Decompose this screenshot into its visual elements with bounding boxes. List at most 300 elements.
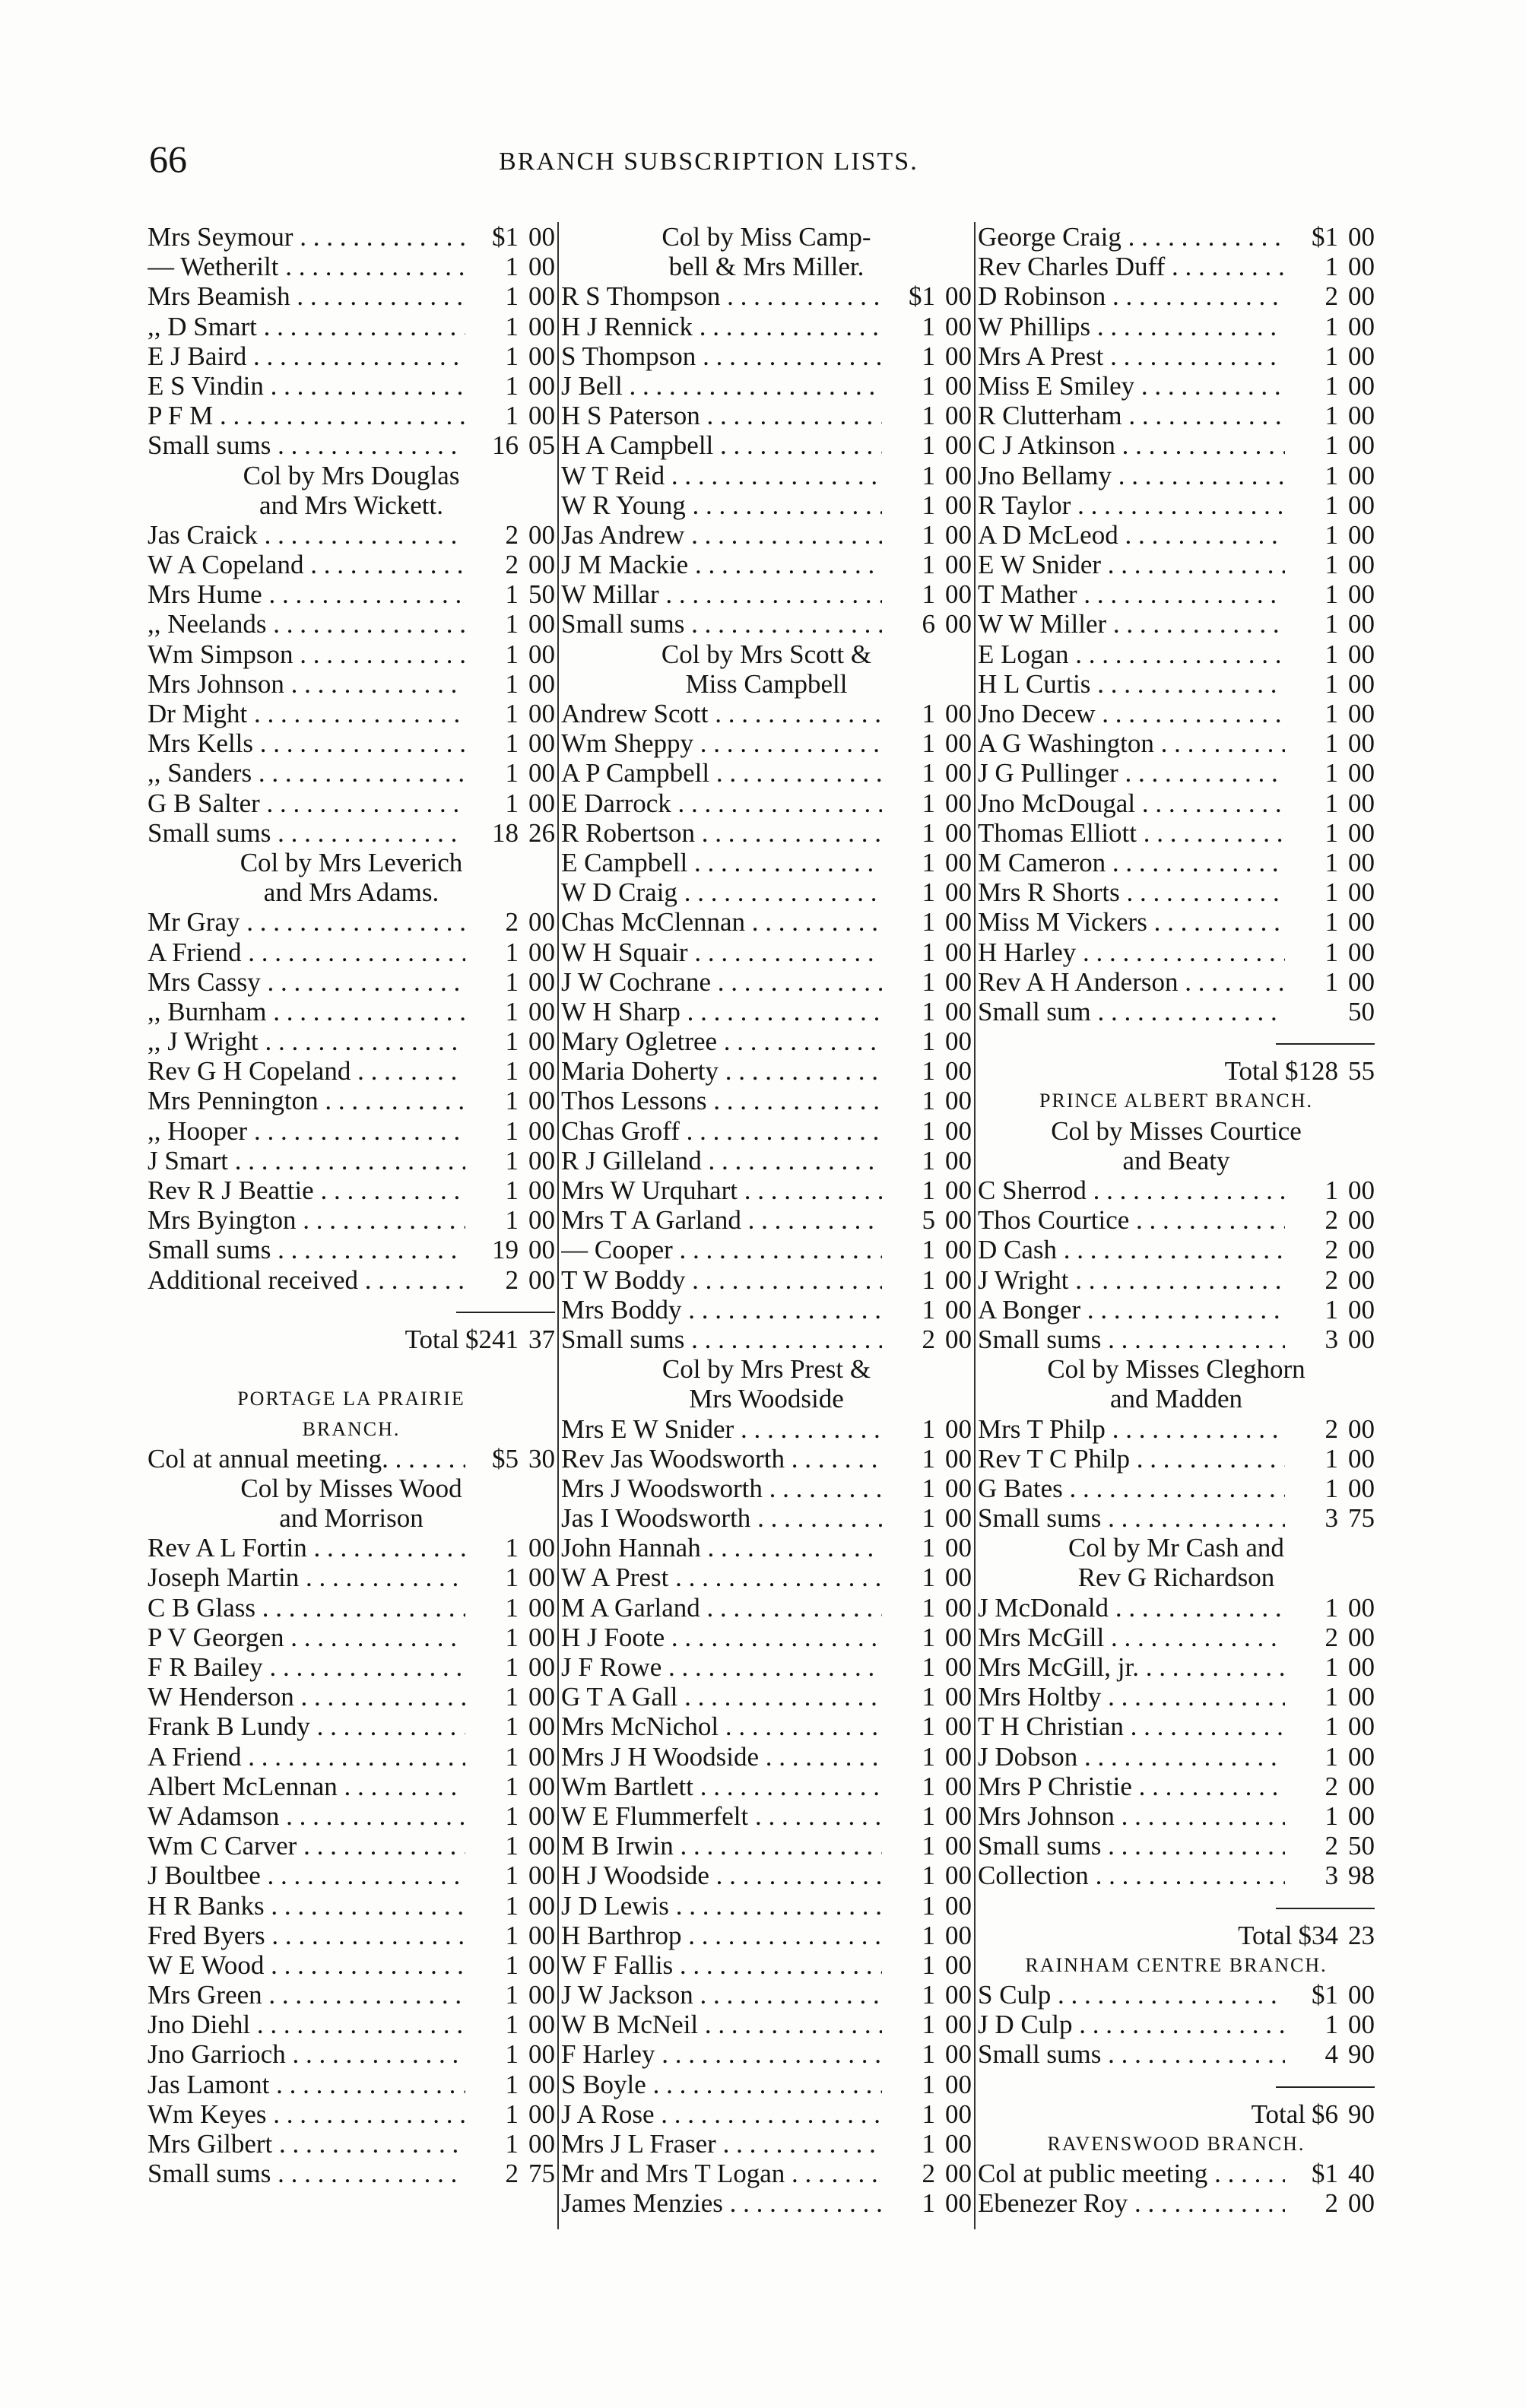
subscriber-row <box>561 609 972 639</box>
subscriber-row <box>561 2188 972 2218</box>
amount-cents: 00 <box>1348 1294 1375 1325</box>
subscriber-row <box>561 1205 972 1235</box>
subscriber-row <box>561 1623 972 1652</box>
amount-cents: 00 <box>1348 1473 1375 1503</box>
amount-dollars: 1 <box>505 1592 519 1623</box>
amount-cents: 00 <box>945 877 972 908</box>
subscriber-name: Rev Charles Duff . . . <box>978 252 1285 281</box>
subscriber-name: Thomas Elliott . . . <box>978 818 1285 848</box>
subscriber-row <box>148 1235 555 1264</box>
total-cents: 55 <box>1348 1056 1375 1087</box>
amount-cents: 00 <box>528 788 555 818</box>
subscriber-row <box>978 222 1375 252</box>
amount-dollars: 1 <box>1325 1175 1338 1205</box>
total-dollars: $128 <box>1285 1056 1338 1087</box>
subscriber-row <box>978 2159 1375 2188</box>
amount-dollars: 1 <box>922 1115 935 1146</box>
collector-heading: Mrs Woodside <box>689 1384 844 1414</box>
subscriber-name: Mrs Kells . . . <box>148 728 465 758</box>
amount-dollars: 1 <box>922 1622 935 1652</box>
amount-cents: 00 <box>528 2129 555 2159</box>
amount-dollars: 1 <box>1325 401 1338 431</box>
amount-cents: 00 <box>528 341 555 371</box>
branch-heading: PORTAGE LA PRAIRIE <box>237 1388 465 1410</box>
amount-dollars: $5 <box>492 1443 519 1474</box>
amount-cents: 00 <box>528 699 555 728</box>
subscriber-name: H Barthrop . . . <box>561 1921 882 1950</box>
amount-dollars: 1 <box>922 1264 935 1295</box>
subscriber-name: W A Copeland . . . <box>148 550 465 579</box>
amount-dollars: 1 <box>922 1890 935 1921</box>
amount-cents: 00 <box>1348 788 1375 818</box>
amount-dollars: 1 <box>1325 1294 1338 1325</box>
subscriber-row <box>148 1056 555 1086</box>
collector-heading: Col by Misses Courtice <box>1051 1115 1302 1146</box>
amount-cents: 00 <box>528 1175 555 1205</box>
subscriber-row <box>148 2070 555 2099</box>
collector-heading: and Madden <box>1110 1384 1242 1414</box>
subscriber-name: S Thompson . . . <box>561 341 882 371</box>
subscriber-name: ,, Sanders . . . <box>148 758 465 788</box>
amount-cents: 00 <box>1348 1622 1375 1652</box>
amount-dollars: 18 <box>492 817 519 848</box>
amount-cents: 00 <box>528 2039 555 2070</box>
amount-dollars: 1 <box>922 370 935 401</box>
amount-dollars: 1 <box>505 2010 519 2040</box>
subscriber-name: Additional received . . . <box>148 1265 465 1295</box>
total-dollars: $34 <box>1298 1920 1338 1950</box>
subscriber-name: H Harley . . . <box>978 938 1285 967</box>
subscriber-name: Rev R J Beattie . . . <box>148 1175 465 1205</box>
amount-dollars: 1 <box>922 1503 935 1534</box>
amount-dollars: 1 <box>1325 609 1338 639</box>
subscriber-row <box>561 907 972 937</box>
amount-dollars: 1 <box>1325 1652 1338 1682</box>
subscriber-name: J G Pullinger . . . <box>978 758 1285 788</box>
subscriber-name: G B Salter . . . <box>148 788 465 818</box>
amount-cents: 00 <box>528 668 555 699</box>
subscriber-name: W F Fallis . . . <box>561 1950 882 1980</box>
subscriber-name: Mrs Hume . . . <box>148 579 465 609</box>
subscriber-name: D Robinson . . . <box>978 281 1285 311</box>
subscriber-name: J A Rose . . . <box>561 2099 882 2129</box>
subscriber-name: R Robertson . . . <box>561 818 882 848</box>
subscriber-row <box>978 2188 1375 2218</box>
subscriber-row <box>561 938 972 967</box>
amount-dollars: 4 <box>1325 2039 1338 2070</box>
total-row <box>978 2099 1375 2129</box>
subscriber-name: E S Vindin . . . <box>148 371 465 401</box>
subscriber-row <box>978 877 1375 907</box>
amount-dollars: 1 <box>922 758 935 788</box>
amount-dollars: 1 <box>1325 1682 1338 1712</box>
subscriber-row <box>148 1980 555 2010</box>
subscriber-name: J W Cochrane . . . <box>561 967 882 997</box>
amount-cents: 00 <box>528 1712 555 1742</box>
subscriber-row <box>148 430 555 460</box>
amount-dollars: 1 <box>922 699 935 728</box>
subscriber-name: J Bell . . . <box>561 371 882 401</box>
total-rule <box>978 2070 1375 2099</box>
amount-cents: 00 <box>945 1205 972 1236</box>
amount-dollars: 1 <box>1325 788 1338 818</box>
amount-dollars: 1 <box>1325 1473 1338 1503</box>
subscriber-row <box>561 1026 972 1056</box>
subscriber-row <box>561 2129 972 2159</box>
amount-dollars: 1 <box>505 341 519 371</box>
amount-cents: 00 <box>528 1205 555 1236</box>
subscriber-name: Mr and Mrs T Logan . . . <box>561 2159 882 2188</box>
subscriber-name: Mrs P Christie . . . <box>978 1772 1285 1801</box>
subscriber-name: Jas I Woodsworth . . . <box>561 1503 882 1533</box>
amount-cents: 00 <box>945 550 972 580</box>
amount-cents: 00 <box>1348 639 1375 669</box>
subscriber-name: Chas Groff . . . <box>561 1116 882 1146</box>
amount-cents: 00 <box>945 907 972 938</box>
subscriber-row <box>561 728 972 758</box>
subscriber-row <box>561 1801 972 1831</box>
amount-dollars: 1 <box>505 281 519 312</box>
amount-dollars: 1 <box>1325 639 1338 669</box>
subscriber-row <box>148 669 555 699</box>
amount-dollars: 1 <box>1325 430 1338 461</box>
subscriber-row <box>148 1652 555 1682</box>
amount-cents: 00 <box>528 550 555 580</box>
amount-cents: 00 <box>1348 430 1375 461</box>
amount-cents: 00 <box>528 370 555 401</box>
amount-cents: 00 <box>945 341 972 371</box>
amount-dollars: 1 <box>1325 966 1338 997</box>
amount-cents: 00 <box>528 728 555 759</box>
collector-heading: Col by Mrs Leverich <box>240 847 463 877</box>
subscriber-name: H J Woodside . . . <box>561 1861 882 1890</box>
subscriber-row <box>978 1265 1375 1295</box>
subscriber-row <box>561 1742 972 1772</box>
subscriber-name: Wm C Carver . . . <box>148 1831 465 1861</box>
amount-dollars: 1 <box>922 579 935 610</box>
amount-dollars: 1 <box>922 1861 935 1891</box>
subscriber-row <box>978 490 1375 520</box>
subscriber-row <box>978 371 1375 401</box>
amount-dollars: 1 <box>922 877 935 908</box>
subscriber-name: ,, Hooper . . . <box>148 1116 465 1146</box>
collector-heading: Col by Miss Camp- <box>661 222 871 252</box>
subscriber-row <box>148 728 555 758</box>
amount-cents: 00 <box>528 222 555 252</box>
subscriber-name: Thos Lessons . . . <box>561 1086 882 1115</box>
subscriber-name: W H Squair . . . <box>561 938 882 967</box>
amount-dollars: 1 <box>922 1771 935 1801</box>
subscriber-row <box>148 1682 555 1712</box>
amount-cents: 00 <box>1348 1264 1375 1295</box>
subscriber-row <box>561 281 972 311</box>
subscriber-name: W H Sharp . . . <box>561 997 882 1026</box>
amount-cents: 40 <box>1348 2159 1375 2189</box>
amount-dollars: 3 <box>1325 1324 1338 1354</box>
subscriber-row <box>561 2039 972 2069</box>
subscriber-row <box>148 520 555 550</box>
amount-dollars: 1 <box>1325 728 1338 759</box>
subscriber-row <box>561 788 972 818</box>
subscriber-name: Mrs R Shorts . . . <box>978 877 1285 907</box>
amount-cents: 00 <box>528 758 555 788</box>
subscriber-row <box>561 1175 972 1205</box>
amount-dollars: 2 <box>1325 1622 1338 1652</box>
subscriber-name: Small sums . . . <box>148 818 465 848</box>
subscriber-row <box>561 430 972 460</box>
amount-dollars: 1 <box>505 639 519 669</box>
subscriber-row <box>148 1116 555 1146</box>
amount-dollars: 2 <box>505 2159 519 2189</box>
page-number: 66 <box>149 138 187 180</box>
amount-dollars: 1 <box>922 311 935 341</box>
subscriber-row <box>978 1414 1375 1444</box>
subscriber-row <box>978 1772 1375 1801</box>
subscriber-name: ,, Burnham . . . <box>148 997 465 1026</box>
amount-cents: 00 <box>1348 877 1375 908</box>
subscriber-name: R Clutterham . . . <box>978 401 1285 430</box>
subscriber-name: J D Culp . . . <box>978 2010 1285 2039</box>
subscriber-name: Mrs Pennington . . . <box>148 1086 465 1115</box>
collector-heading: Rev G Richardson <box>1077 1563 1275 1593</box>
subscriber-name: Miss M Vickers . . . <box>978 907 1285 937</box>
amount-dollars: 1 <box>922 1473 935 1503</box>
amount-cents: 00 <box>945 2010 972 2040</box>
amount-dollars: 1 <box>922 1831 935 1861</box>
amount-cents: 00 <box>945 1592 972 1623</box>
amount-cents: 00 <box>528 1652 555 1682</box>
amount-dollars: 1 <box>1325 937 1338 967</box>
amount-dollars: 1 <box>505 937 519 967</box>
amount-dollars: 1 <box>922 728 935 759</box>
amount-cents: 00 <box>1348 1652 1375 1682</box>
amount-cents: 00 <box>945 699 972 728</box>
subscriber-name: F Harley . . . <box>561 2039 882 2069</box>
amount-dollars: 1 <box>505 1086 519 1116</box>
amount-dollars: 1 <box>505 966 519 997</box>
amount-dollars: 1 <box>505 1533 519 1563</box>
subscriber-row <box>978 461 1375 490</box>
subscriber-name: ,, J Wright . . . <box>148 1026 465 1056</box>
subscriber-row <box>148 1623 555 1652</box>
collector-heading: and Beaty <box>1122 1145 1230 1175</box>
amount-cents: 00 <box>945 2069 972 2099</box>
subscriber-name: Fred Byers . . . <box>148 1921 465 1950</box>
column-divider <box>974 222 976 2229</box>
amount-cents: 00 <box>528 1980 555 2010</box>
amount-dollars: 1 <box>1325 758 1338 788</box>
subscriber-row <box>561 1503 972 1533</box>
subscriber-name: A D McLeod . . . <box>978 520 1285 550</box>
subscriber-name: Dr Might . . . <box>148 699 465 728</box>
total-cents: 23 <box>1348 1920 1375 1950</box>
subscriber-name: A Friend . . . <box>148 1742 465 1772</box>
subscriber-name: J Boultbee . . . <box>148 1861 465 1890</box>
subscriber-row <box>978 818 1375 848</box>
amount-dollars: 2 <box>505 550 519 580</box>
subscriber-name: Thos Courtice . . . <box>978 1205 1285 1235</box>
amount-cents: 00 <box>528 1950 555 1980</box>
subscriber-name: Mrs J Woodsworth . . . <box>561 1474 882 1503</box>
subscriber-name: E Campbell . . . <box>561 848 882 877</box>
subscriber-name: Mrs Beamish . . . <box>148 281 465 311</box>
subscriber-name: Chas McClennan . . . <box>561 907 882 937</box>
subscriber-row <box>148 312 555 341</box>
subscriber-row <box>978 907 1375 937</box>
amount-dollars: 1 <box>922 2069 935 2099</box>
subscriber-row <box>561 758 972 788</box>
subscriber-name: J Wright . . . <box>978 1265 1285 1295</box>
subscriber-row <box>978 938 1375 967</box>
amount-dollars: 1 <box>505 1145 519 1175</box>
amount-dollars: 1 <box>505 1980 519 2010</box>
amount-cents: 00 <box>945 1473 972 1503</box>
amount-dollars: 1 <box>922 1682 935 1712</box>
amount-cents: 00 <box>1348 758 1375 788</box>
subscriber-row <box>148 1831 555 1861</box>
collector-heading: Col by Mrs Scott & <box>661 639 872 669</box>
subscriber-name: Maria Doherty . . . <box>561 1056 882 1086</box>
amount-dollars: 1 <box>505 1861 519 1891</box>
subscriber-row <box>148 341 555 371</box>
amount-dollars: 1 <box>922 1145 935 1175</box>
amount-cents: 00 <box>945 758 972 788</box>
amount-dollars: 1 <box>922 1741 935 1772</box>
amount-cents: 00 <box>945 2039 972 2070</box>
collector-heading: Col by Mr Cash and <box>1068 1533 1284 1563</box>
amount-cents: 00 <box>945 817 972 848</box>
amount-cents: 00 <box>945 1920 972 1950</box>
subscriber-name: Mrs McGill, jr. . . . <box>978 1652 1285 1682</box>
amount-dollars: 1 <box>505 1175 519 1205</box>
total-rule <box>978 1891 1375 1921</box>
amount-dollars: 1 <box>922 519 935 550</box>
total-cents: 37 <box>528 1324 555 1354</box>
subscriber-name: R J Gilleland . . . <box>561 1146 882 1175</box>
subscriber-name: Small sums . . . <box>148 430 465 460</box>
amount-dollars: 1 <box>505 1622 519 1652</box>
subscriber-row <box>148 788 555 818</box>
amount-cents: 05 <box>528 430 555 461</box>
subscriber-row <box>978 520 1375 550</box>
subscriber-name: W D Craig . . . <box>561 877 882 907</box>
subscriber-name: Small sum . . . <box>978 997 1285 1026</box>
amount-cents: 00 <box>945 728 972 759</box>
subscriber-row <box>148 2159 555 2188</box>
subscriber-name: Col at annual meeting. . . . <box>148 1444 465 1474</box>
subscriber-row <box>561 848 972 877</box>
amount-dollars: 1 <box>922 907 935 938</box>
subscriber-row <box>978 1861 1375 1890</box>
subscriber-name: Mrs A Prest . . . <box>978 341 1285 371</box>
amount-cents: 00 <box>528 1026 555 1057</box>
subscriber-row <box>148 579 555 609</box>
amount-cents: 00 <box>945 1771 972 1801</box>
subscriber-row <box>561 1444 972 1474</box>
subscriber-row <box>148 371 555 401</box>
amount-dollars: 1 <box>505 401 519 431</box>
subscriber-row <box>978 1593 1375 1623</box>
subscriber-row <box>561 877 972 907</box>
amount-dollars: 1 <box>922 1533 935 1563</box>
amount-cents: 00 <box>1348 728 1375 759</box>
amount-dollars: 19 <box>492 1235 519 1265</box>
subscriber-row <box>148 2039 555 2069</box>
subscriber-name: W E Flummerfelt . . . <box>561 1801 882 1831</box>
subscriber-name: Frank B Lundy . . . <box>148 1712 465 1741</box>
amount-cents: 50 <box>528 579 555 610</box>
amount-dollars: 1 <box>505 1890 519 1921</box>
amount-cents: 75 <box>528 2159 555 2189</box>
amount-cents: 00 <box>528 1563 555 1593</box>
subscriber-row <box>978 1623 1375 1652</box>
amount-cents: 00 <box>1348 1712 1375 1742</box>
amount-cents: 00 <box>1348 281 1375 312</box>
total-label: Total <box>1224 1056 1279 1087</box>
total-label: Total <box>1238 1920 1293 1950</box>
amount-cents: 00 <box>945 2159 972 2189</box>
subscriber-row <box>978 1325 1375 1354</box>
amount-dollars: 1 <box>922 847 935 877</box>
amount-dollars: 1 <box>505 1771 519 1801</box>
subscriber-row <box>148 401 555 430</box>
amount-cents: 00 <box>1348 1443 1375 1474</box>
subscriber-name: J M Mackie . . . <box>561 550 882 579</box>
subscriber-row <box>561 371 972 401</box>
amount-dollars: 1 <box>1325 370 1338 401</box>
amount-dollars: 1 <box>922 1413 935 1444</box>
amount-dollars: 2 <box>922 1324 935 1354</box>
amount-dollars: 2 <box>1325 2188 1338 2219</box>
amount-cents: 00 <box>528 996 555 1026</box>
amount-cents: 00 <box>1348 1175 1375 1205</box>
amount-cents: 00 <box>945 490 972 520</box>
total-row <box>978 1056 1375 1086</box>
subscriber-row <box>978 1444 1375 1474</box>
subscriber-row <box>561 1146 972 1175</box>
amount-cents: 00 <box>1348 460 1375 490</box>
subscriber-name: Rev A H Anderson . . . <box>978 967 1285 997</box>
subscriber-name: H A Campbell . . . <box>561 430 882 460</box>
amount-cents: 00 <box>528 2069 555 2099</box>
amount-dollars: 1 <box>505 2069 519 2099</box>
amount-cents: 00 <box>945 847 972 877</box>
amount-cents: 00 <box>1348 966 1375 997</box>
amount-cents: 00 <box>945 788 972 818</box>
subscriber-name: Mrs McGill . . . <box>978 1623 1285 1652</box>
amount-dollars: 1 <box>1325 668 1338 699</box>
total-row <box>148 1325 555 1354</box>
amount-dollars: 1 <box>1325 519 1338 550</box>
amount-cents: 00 <box>945 1026 972 1057</box>
amount-dollars: 1 <box>505 699 519 728</box>
amount-cents: 00 <box>528 1235 555 1265</box>
amount-dollars: 1 <box>922 817 935 848</box>
amount-dollars: 1 <box>505 1205 519 1236</box>
subscriber-name: Jno Garrioch . . . <box>148 2039 465 2069</box>
amount-dollars: 1 <box>922 1652 935 1682</box>
subscriber-row <box>978 728 1375 758</box>
amount-cents: 00 <box>528 1920 555 1950</box>
amount-cents: 00 <box>528 966 555 997</box>
amount-dollars: 1 <box>922 966 935 997</box>
subscriber-row <box>561 461 972 490</box>
amount-dollars: 1 <box>1325 550 1338 580</box>
amount-dollars: 1 <box>1325 1800 1338 1831</box>
amount-cents: 00 <box>1348 1980 1375 2010</box>
subscriber-name: Rev Jas Woodsworth . . . <box>561 1444 882 1474</box>
subscriber-row <box>148 1712 555 1741</box>
